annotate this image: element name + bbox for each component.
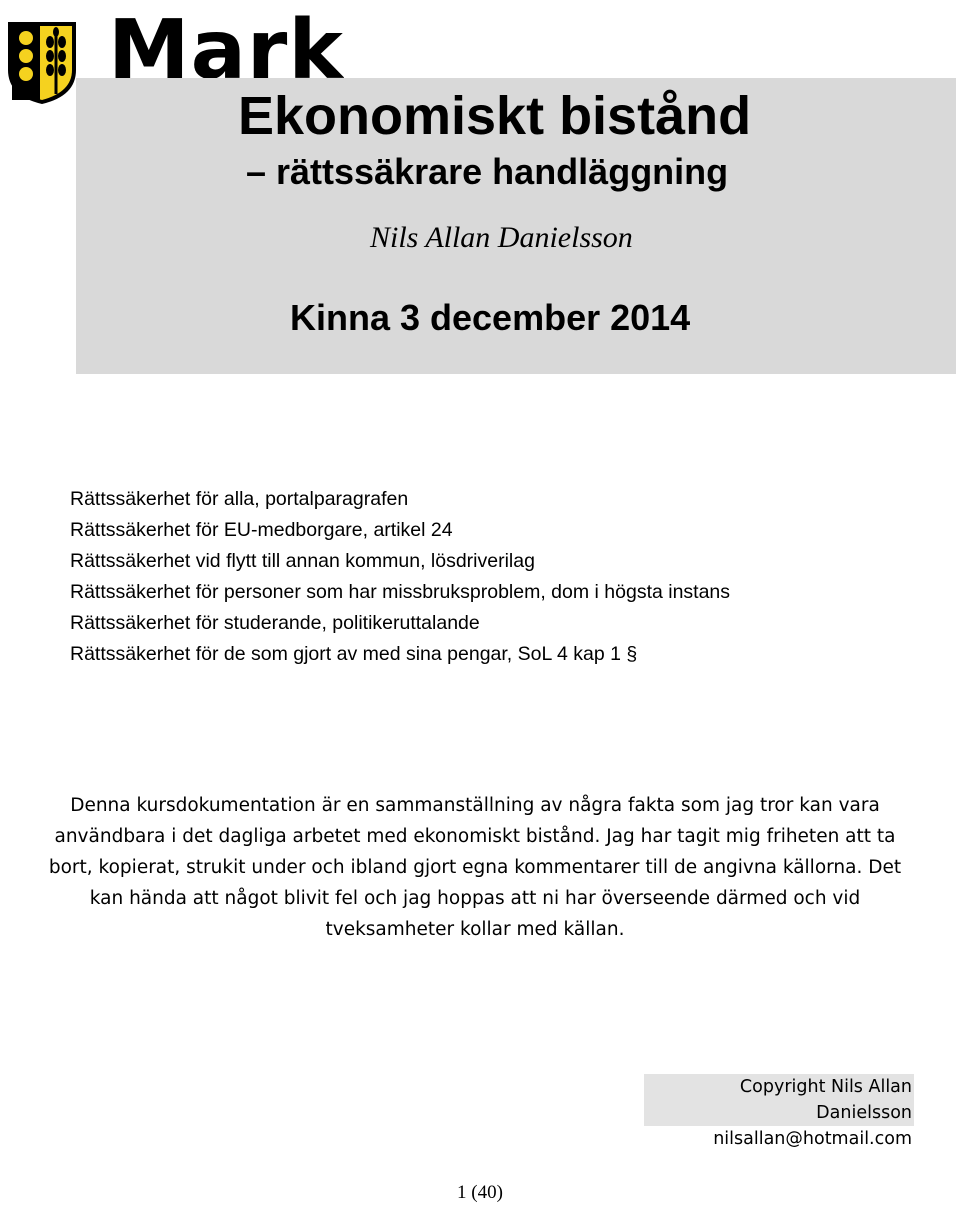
document-subtitle: – rättssäkrare handläggning <box>246 151 729 192</box>
title-box <box>76 78 956 374</box>
coat-of-arms-icon <box>6 20 78 106</box>
page-number: 1 (40) <box>457 1182 503 1203</box>
document-author: Nils Allan Danielsson <box>370 221 633 254</box>
copyright-email: nilsallan@hotmail.com <box>713 1129 912 1149</box>
topic-list <box>70 484 730 670</box>
topic-item: Rättssäkerhet för personer som har missbruksproblem, dom i högsta instans <box>70 581 731 603</box>
copyright-notice: Copyright Nils Allan Danielsson <box>739 1077 912 1123</box>
topic-item: Rättssäkerhet för de som gjort av med sina pengar, SoL 4 kap 1 § <box>70 643 638 665</box>
topic-item: Rättssäkerhet för studerande, politikeruttalande <box>70 612 480 634</box>
logo-wordmark: Mark <box>108 10 344 78</box>
intro-paragraph: Denna kursdokumentation är en sammanställning av några fakta som jag tror kan vara användbara i det dagliga arbetet med ekonomiskt bistånd. Jag har tagit mig friheten att ta bort, kopierat, strukit under och ibland gjort egna kommentarer till de angivna källorna. Det kan hända att något blivit fel och jag hoppas att ni har överseende därmed och vid tveksamheter kollar med källan. <box>48 795 902 940</box>
copyright-box <box>644 1074 914 1149</box>
topic-item: Rättssäkerhet för EU-medborgare, artikel 24 <box>70 519 453 541</box>
document-title: Ekonomiskt bistånd <box>238 86 752 146</box>
document-place-date: Kinna 3 december 2014 <box>290 297 691 338</box>
topic-item: Rättssäkerhet vid flytt till annan kommun, lösdriverilag <box>70 550 535 572</box>
topic-item: Rättssäkerhet för alla, portalparagrafen <box>70 488 409 510</box>
